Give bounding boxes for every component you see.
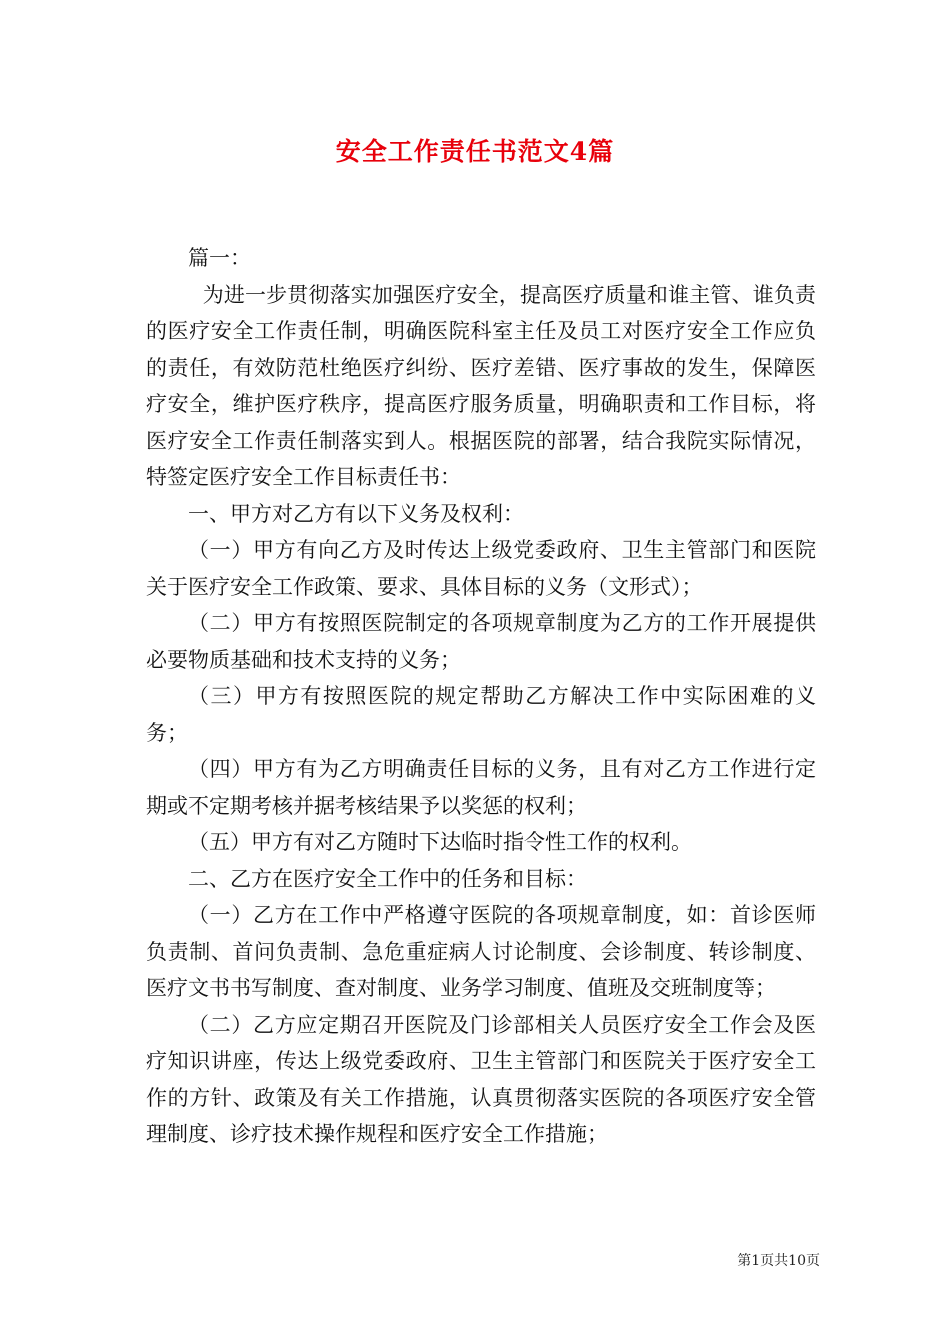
document-title: 安全工作责任书范文4篇 — [335, 137, 615, 166]
section-heading-party-b-tasks: 二、乙方在医疗安全工作中的任务和目标： — [188, 866, 587, 891]
party-b-clause-1: （一）乙方在工作中严格遵守医院的各项规章制度，如：首诊医师负责制、首问负责制、急危重症病人讨论制度、会诊制度、转诊制度、医疗文书书写制度、查对制度、业务学习制度、值班及交班制度等； — [146, 903, 816, 1000]
party-a-clause-3: （三）甲方有按照医院的规定帮助乙方解决工作中实际困难的义务； — [146, 684, 816, 745]
party-a-clause-4: （四）甲方有为乙方明确责任目标的义务，且有对乙方工作进行定期或不定期考核并据考核结果予以奖惩的权利； — [146, 757, 816, 818]
document-body — [146, 240, 816, 1153]
party-a-clause-2: （二）甲方有按照医院制定的各项规章制度为乙方的工作开展提供必要物质基础和技术支持的义务； — [146, 611, 816, 672]
intro-paragraph: 为进一步贯彻落实加强医疗安全，提高医疗质量和谁主管、谁负责的医疗安全工作责任制，明确医院科室主任及员工对医疗安全工作应负的责任，有效防范杜绝医疗纠纷、医疗差错、医疗事故的发生，保障医疗安全，维护医疗秩序，提高医疗服务质量，明确职责和工作目标，将医疗安全工作责任制落实到人。根据医院的部署，结合我院实际情况，特签定医疗安全工作目标责任书： — [146, 282, 816, 489]
section-heading-part-one: 篇一： — [188, 246, 251, 270]
section-heading-party-a-duties: 一、甲方对乙方有以下义务及权利： — [188, 501, 524, 526]
page-number: 第1页共10页 — [737, 1253, 820, 1269]
party-a-clause-1: （一）甲方有向乙方及时传达上级党委政府、卫生主管部门和医院关于医疗安全工作政策、要求、具体目标的义务（文形式）； — [146, 538, 816, 599]
party-a-clause-5: （五）甲方有对乙方随时下达临时指令性工作的权利。 — [188, 830, 692, 854]
party-b-clause-2: （二）乙方应定期召开医院及门诊部相关人员医疗安全工作会及医疗知识讲座，传达上级党委政府、卫生主管部门和医院关于医疗安全工作的方针、政策及有关工作措施，认真贯彻落实医院的各项医疗安全管理制度、诊疗技术操作规程和医疗安全工作措施； — [146, 1012, 816, 1146]
